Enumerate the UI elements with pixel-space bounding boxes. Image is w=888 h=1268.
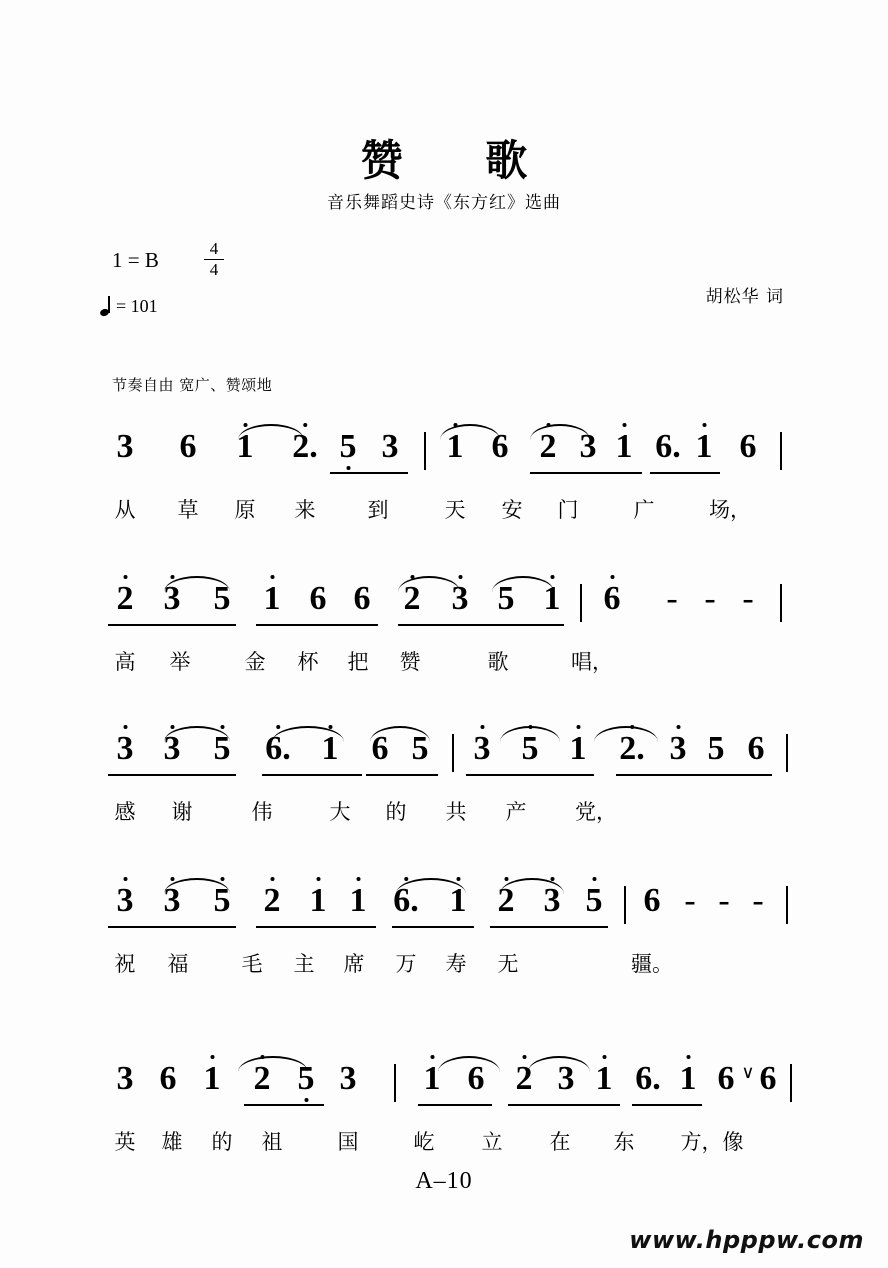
note: 5: [213, 580, 231, 617]
note: 2: [117, 580, 134, 618]
note: 1: [680, 1060, 697, 1098]
note: 1: [596, 1060, 613, 1098]
lyric: 的: [385, 800, 407, 824]
note: 3: [339, 1060, 357, 1097]
lyric: 的: [211, 1130, 233, 1154]
lyric: 英: [114, 1130, 136, 1154]
note: 1: [447, 428, 464, 466]
beam: [262, 774, 362, 776]
lyrics-row-1: [0, 494, 888, 534]
note: 1: [204, 1060, 221, 1098]
note: 1: [322, 730, 339, 768]
barline: [780, 584, 782, 622]
lyric: 祝: [114, 952, 136, 976]
note: 2: [254, 1060, 271, 1098]
note: 5: [497, 580, 515, 617]
key-signature-label: 1 = B: [112, 248, 159, 272]
quarter-note-icon: [100, 297, 114, 317]
key-signature: [112, 248, 159, 273]
note: 3: [117, 730, 134, 768]
time-signature-denominator: 4: [209, 260, 219, 280]
lyric: 场，: [709, 498, 751, 522]
tempo-marking: [100, 296, 158, 317]
beam: [466, 774, 594, 776]
note: 1: [696, 428, 713, 466]
note: 5: [340, 428, 357, 466]
beam: [398, 624, 564, 626]
barline: [786, 734, 788, 772]
lyric: 寿: [445, 952, 467, 976]
note: 1: [544, 580, 561, 618]
lyric: 疆。: [631, 952, 673, 976]
note: 3: [670, 730, 687, 768]
note: 1: [616, 428, 633, 466]
beam: [244, 1104, 324, 1106]
beam: [108, 774, 236, 776]
note: 3: [544, 882, 561, 920]
music-system-1: [0, 428, 888, 522]
lyric: 天: [444, 498, 466, 522]
lyric: 门: [557, 498, 579, 522]
lyric: 国: [337, 1130, 359, 1154]
lyric: 谢: [171, 800, 193, 824]
note: 5: [298, 1060, 315, 1098]
note: 6: [491, 428, 509, 465]
note: 3: [579, 428, 597, 465]
note-extender: -: [704, 580, 716, 617]
beam: [256, 926, 376, 928]
lyric: 到: [367, 498, 389, 522]
note: 3: [452, 580, 469, 618]
note: 3: [116, 1060, 134, 1097]
note: 3: [117, 882, 134, 920]
note: 3: [164, 882, 181, 920]
page-title: 赞 歌: [360, 136, 562, 185]
note: 6.: [655, 428, 681, 465]
note: 6: [759, 1060, 777, 1097]
note: 1: [237, 428, 254, 466]
note: 1: [450, 882, 467, 920]
note: 6.: [635, 1060, 661, 1097]
note: 3: [474, 730, 491, 768]
lyric: 党，: [575, 800, 617, 824]
note: 6: [179, 428, 197, 465]
note-extender: -: [666, 580, 678, 617]
lyric: 赞: [399, 650, 421, 674]
lyric: 广: [633, 498, 655, 522]
lyric: 原: [234, 498, 256, 522]
note: 2: [498, 882, 515, 920]
lyric: 伟: [251, 800, 273, 824]
lyric: 金: [244, 650, 266, 674]
lyric: 感: [114, 800, 136, 824]
note: 3: [116, 428, 134, 465]
barline: [394, 1064, 396, 1102]
note: 2: [264, 882, 281, 920]
beam: [108, 926, 236, 928]
note-extender: -: [742, 580, 754, 617]
watermark: www.hpppw.com: [629, 1226, 864, 1254]
beam: [530, 472, 642, 474]
note: 6: [371, 730, 389, 767]
page-number: A–10: [415, 1168, 473, 1194]
tempo-value: = 101: [116, 296, 158, 316]
note: 6.: [265, 730, 291, 768]
note: 6: [159, 1060, 177, 1097]
lyric: 方，像: [680, 1130, 744, 1154]
beam: [632, 1104, 702, 1106]
note: 2: [540, 428, 557, 466]
note: 3: [164, 580, 181, 618]
beam: [108, 624, 236, 626]
lyrics-row-4: [0, 948, 888, 988]
expression-marking: 节奏自由 宽广、赞颂地: [112, 376, 273, 394]
lyric: 共: [445, 800, 467, 824]
lyric: 草: [177, 498, 199, 522]
note: 3: [381, 428, 399, 465]
lyric: 毛: [241, 952, 263, 976]
time-signature-numerator: 4: [209, 239, 219, 258]
lyric: 万: [395, 952, 417, 976]
note: 5: [522, 730, 539, 768]
note-extender: -: [684, 882, 696, 919]
note: 1: [264, 580, 281, 618]
notes-row-4: [0, 882, 888, 936]
notes-row-3: [0, 730, 888, 784]
barline: [424, 432, 426, 470]
lyric: 杯: [297, 650, 319, 674]
notes-row-1: [0, 428, 888, 482]
note: 2: [516, 1060, 533, 1098]
barline: [452, 734, 454, 772]
lyric: 举: [169, 650, 191, 674]
page-subtitle: 音乐舞蹈史诗《东方红》选曲: [327, 193, 561, 213]
note: 6: [467, 1060, 485, 1097]
beam: [508, 1104, 620, 1106]
note: 3: [557, 1060, 575, 1097]
lyric: 无: [497, 952, 519, 976]
lyricist-credit: 胡松华 词: [705, 287, 784, 307]
music-system-5: [0, 1060, 888, 1154]
note: 2: [404, 580, 421, 618]
note: 3: [164, 730, 181, 768]
barline: [624, 886, 626, 924]
note: 2.: [292, 428, 318, 466]
time-signature: [200, 240, 228, 279]
beam: [650, 472, 720, 474]
note: 6: [747, 730, 765, 767]
note: 5: [214, 730, 231, 768]
beam: [330, 472, 408, 474]
note: 1: [310, 882, 327, 920]
lyric: 把: [347, 650, 369, 674]
note: 6: [309, 580, 327, 617]
lyric: 福: [167, 952, 189, 976]
lyrics-row-2: [0, 646, 888, 686]
note: 5: [586, 882, 603, 920]
lyrics-row-3: [0, 796, 888, 836]
music-system-4: [0, 882, 888, 976]
lyric: 屹: [413, 1130, 435, 1154]
lyrics-row-5: [0, 1126, 888, 1166]
note: 5: [214, 882, 231, 920]
lyric: 在: [549, 1130, 571, 1154]
lyric: 祖: [261, 1130, 283, 1154]
note: 6: [717, 1060, 735, 1097]
lyric: 立: [481, 1130, 503, 1154]
note: 6: [643, 882, 661, 919]
note: 2.: [619, 730, 645, 768]
beam: [256, 624, 378, 626]
lyric: 来: [294, 498, 316, 522]
lyric: 大: [329, 800, 351, 824]
note: 1: [424, 1060, 441, 1098]
note: 5: [411, 730, 429, 767]
note-extender: -: [752, 882, 764, 919]
beam: [418, 1104, 492, 1106]
note: 1: [570, 730, 587, 768]
barline: [790, 1064, 792, 1102]
music-system-2: [0, 580, 888, 674]
lyric: 从: [114, 498, 136, 522]
beam: [392, 926, 474, 928]
note: 6: [353, 580, 371, 617]
lyric: 安: [501, 498, 523, 522]
note: 5: [707, 730, 725, 767]
note-extender: -: [718, 882, 730, 919]
lyric: 东: [613, 1130, 635, 1154]
note: 6: [739, 428, 757, 465]
note: 6.: [393, 882, 419, 920]
barline: [580, 584, 582, 622]
breath-mark-icon: ∨: [741, 1062, 755, 1082]
lyric: 歌: [487, 650, 509, 674]
note: 6: [604, 580, 621, 618]
notes-row-5: [0, 1060, 888, 1114]
lyric: 高: [114, 650, 136, 674]
lyric: 产: [505, 800, 527, 824]
music-system-3: [0, 730, 888, 824]
lyric: 雄: [161, 1130, 183, 1154]
note: 1: [350, 882, 367, 920]
beam: [366, 774, 438, 776]
beam: [490, 926, 608, 928]
notes-row-2: [0, 580, 888, 634]
lyric: 唱，: [571, 650, 613, 674]
lyric: 主: [293, 952, 315, 976]
lyric: 席: [343, 952, 365, 976]
barline: [780, 432, 782, 470]
beam: [616, 774, 772, 776]
barline: [786, 886, 788, 924]
